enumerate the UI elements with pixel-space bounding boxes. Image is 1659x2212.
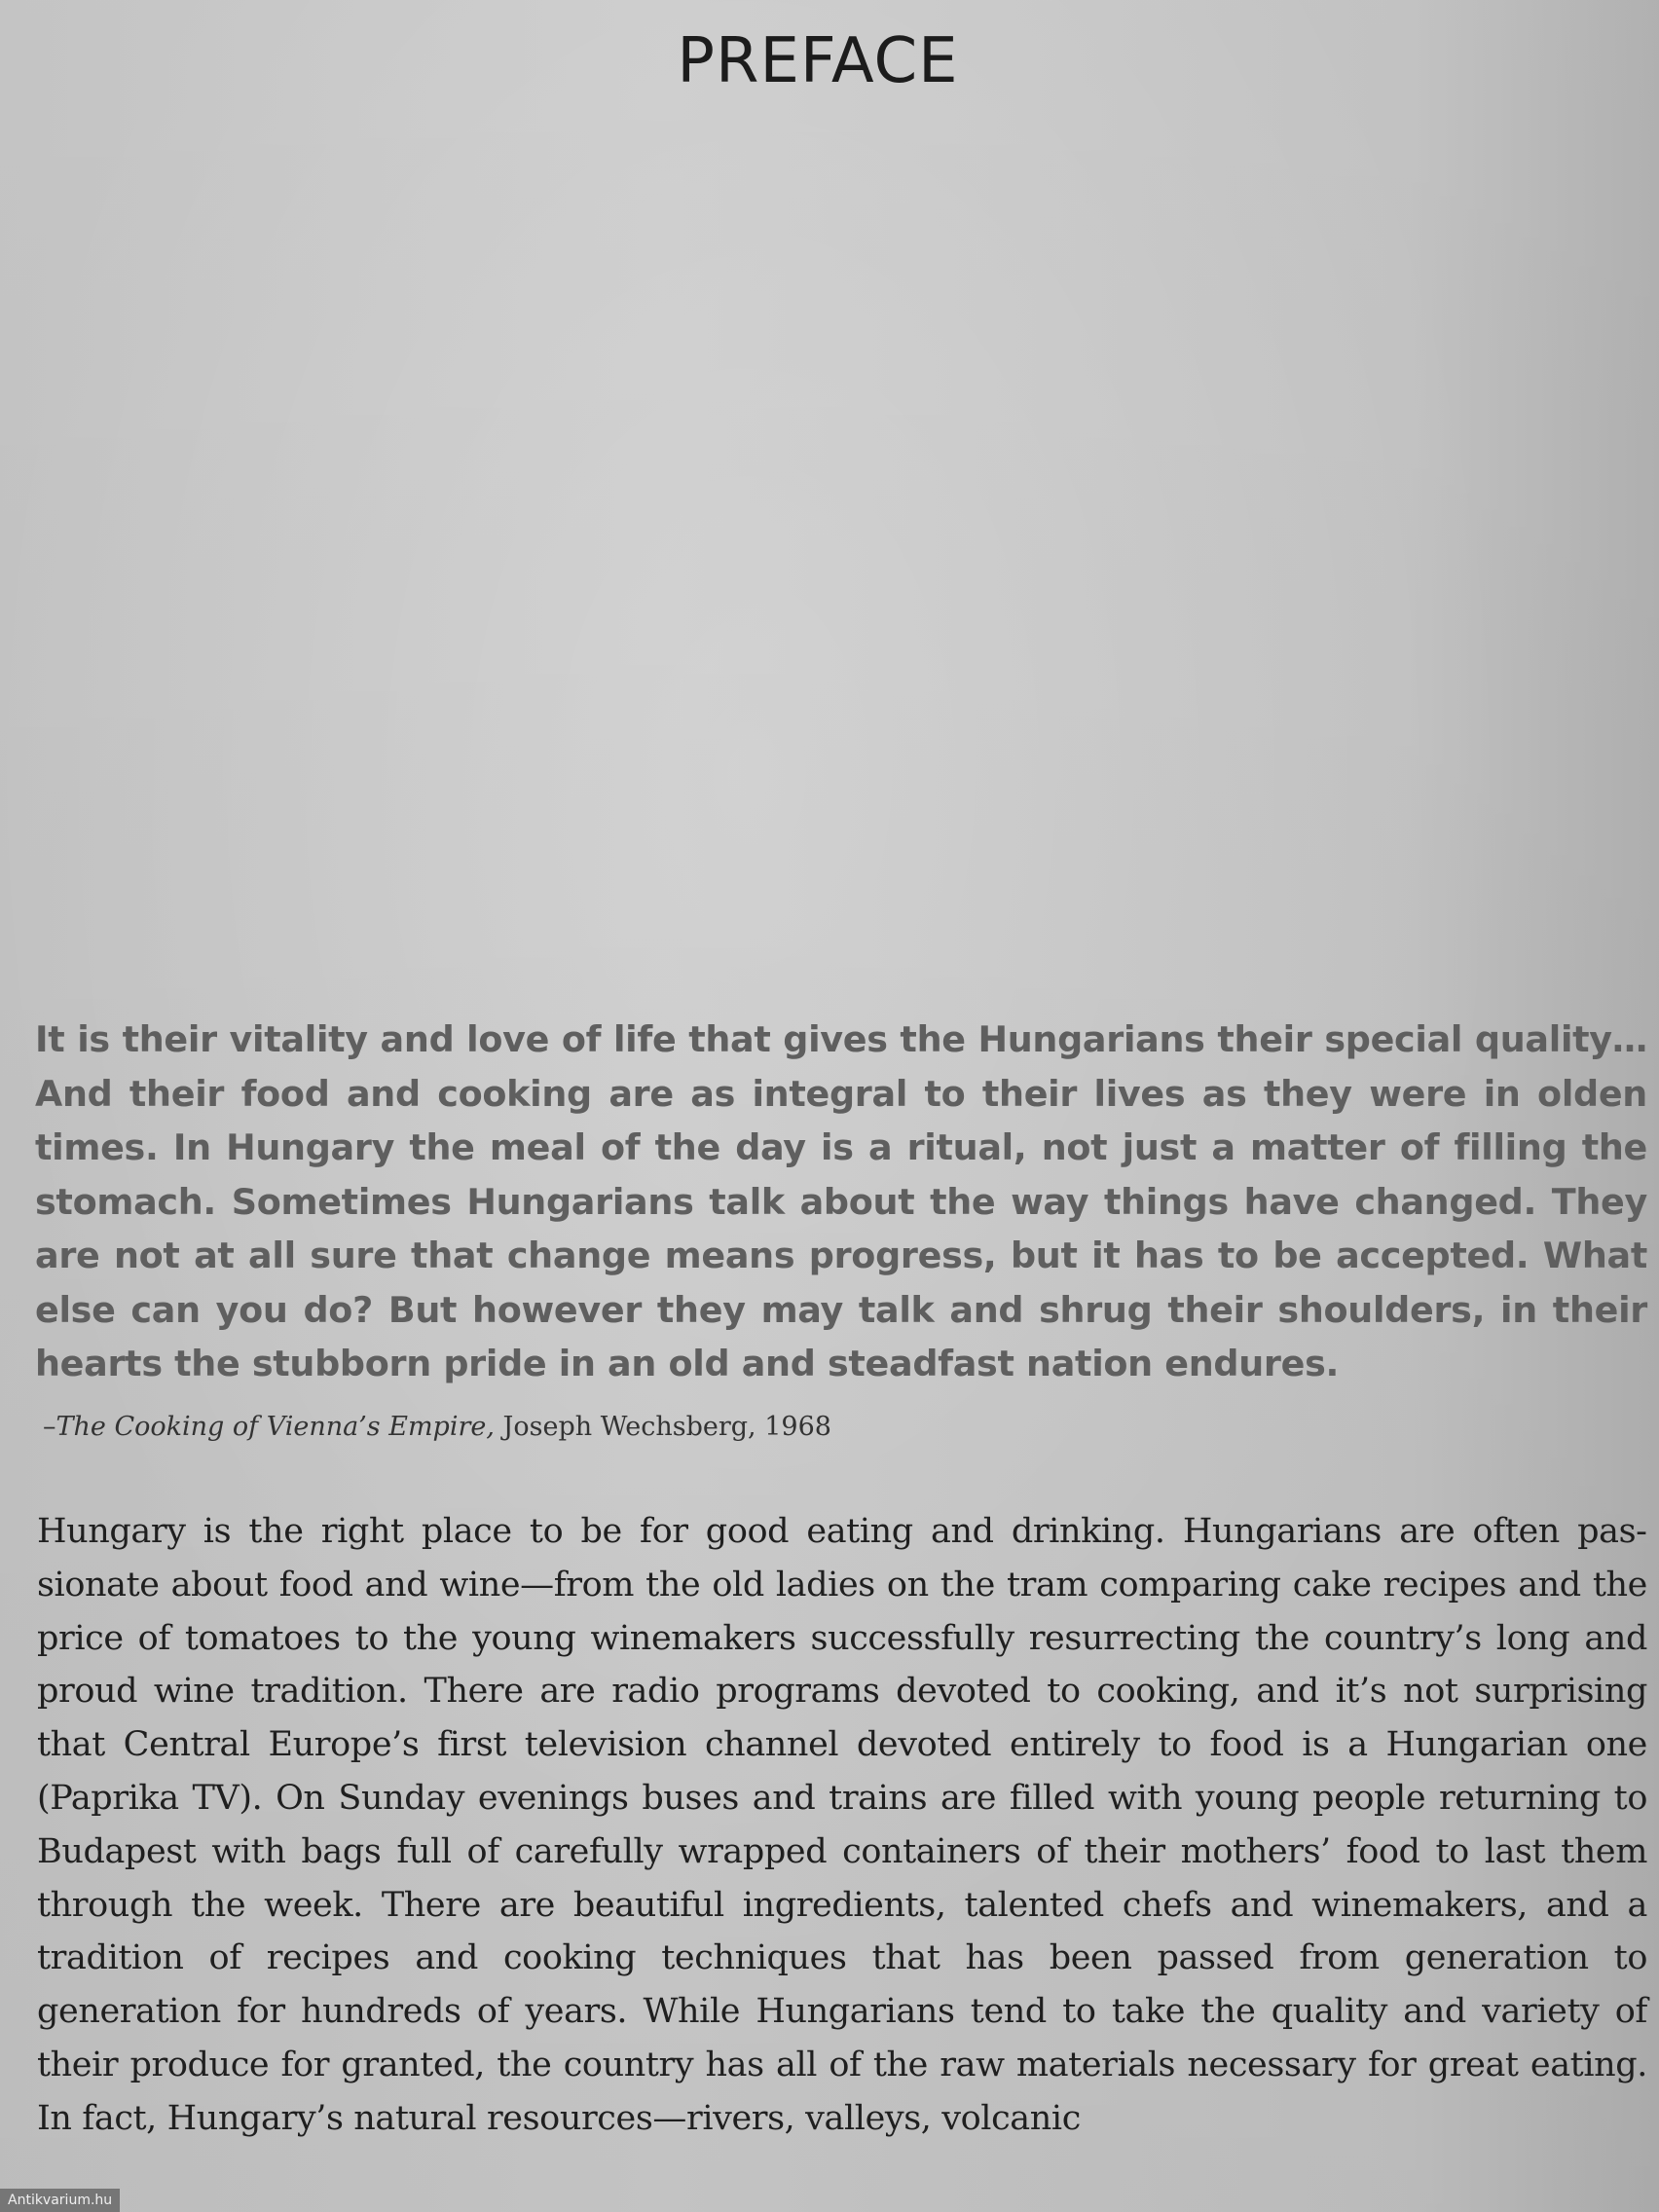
attribution-author-year: Joseph Wechsberg, 1968 <box>494 1412 831 1442</box>
watermark-label: Antikvarium.hu <box>0 2189 120 2212</box>
body-paragraph: Hungary is the right place to be for good eating and drinking. Hungarians are often passionate about food and wine—from the old ladies on the tram comparing cake recipes and the price of tomatoes to the young winemakers successfully resurrecting the country’s long and proud wine tradition. There are radio programs devoted to cooking, and it’s not surprising that Central Europe’s first television channel devoted entirely to food is a Hungarian one (Paprika TV). On Sunday evenings buses and trains are filled with young people returning to Budapest with bags full of carefully wrapped containers of their mothers’ food to last them through the week. There are beautiful ingredients, talented chefs and winemakers, and a tradition of recipes and cooking techniques that has been passed from generation to generation for hundreds of years. While Hungarians tend to take the quality and variety of their produce for granted, the country has all of the raw materials necessary for great eating. In fact, Hungary’s natural resources—rivers, valleys, volcanic <box>37 1512 1647 2138</box>
page-title: PREFACE <box>677 25 959 97</box>
attribution-dash: – <box>43 1412 56 1442</box>
attribution-book-title: The Cooking of Vienna’s Empire, <box>55 1412 495 1442</box>
epigraph-attribution <box>43 1412 831 1442</box>
epigraph-quote: It is their vitality and love of life that gives the Hungarians their special quality… And their food and cooking are as integral to their lives as they were in olden times. In Hungary the meal of the day is a ritual, not just a matter of filling the stomach. Sometimes Hungarians talk about the way things have changed. They are not at all sure that change means progress, but it has to be accepted. What else can you do? But however they may talk and shrug their shoulders, in their hearts the stubborn pride in an old and steadfast nation endures. <box>35 1018 1647 1384</box>
